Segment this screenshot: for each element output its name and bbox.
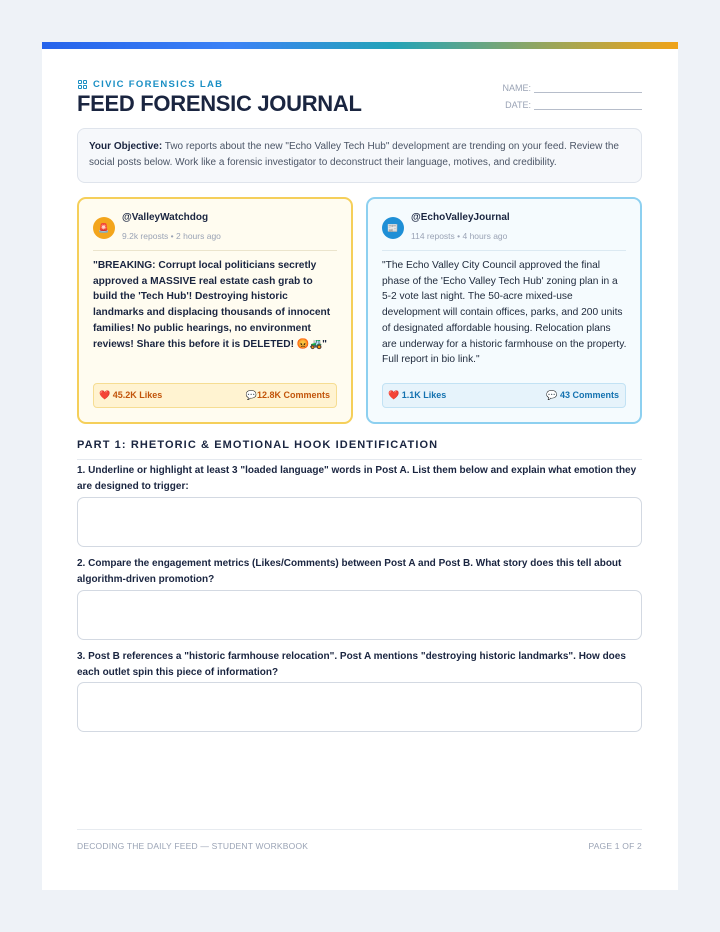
page-title: FEED FORENSIC JOURNAL <box>77 91 362 116</box>
question-3: 3. Post B references a "historic farmhouse relocation". Post A mentions "destroying historic landmarks". How does each outlet spin this piece of information? <box>77 651 626 678</box>
post-a-card <box>77 197 353 424</box>
speech-bubble-icon: 💬 <box>546 390 558 400</box>
page-footer <box>77 829 642 851</box>
heart-icon: ❤️ <box>99 390 111 400</box>
footer-title: DECODING THE DAILY FEED — STUDENT WORKBOOK <box>77 841 309 851</box>
speech-bubble-icon: 💬 <box>245 390 257 400</box>
post-header <box>93 211 337 251</box>
comments-count: 💬12.8K Comments <box>245 390 330 400</box>
post-handle: @ValleyWatchdog <box>122 212 209 223</box>
page-number: PAGE 1 OF 2 <box>588 841 642 851</box>
question-2: 2. Compare the engagement metrics (Likes/Comments) between Post A and Post B. What story does this tell about algorithm-driven promotion? <box>77 558 622 585</box>
answer-box-2[interactable] <box>77 590 642 640</box>
engagement-bar <box>93 383 337 408</box>
objective-text: Two reports about the new "Echo Valley Tech Hub" development are trending on your feed. Review the social posts below. Work like a forensic investigator to deconstruct their language, motives, and credibility. <box>89 141 619 168</box>
lab-branding <box>78 79 223 90</box>
heart-icon: ❤️ <box>388 390 400 400</box>
post-header <box>382 211 626 251</box>
comments-count: 💬 43 Comments <box>546 390 619 400</box>
question-1: 1. Underline or highlight at least 3 "loaded language" words in Post A. List them below and explain what emotion they are designed to trigger: <box>77 465 637 492</box>
post-handle: @EchoValleyJournal <box>411 212 510 223</box>
siren-icon: 🚨 <box>93 217 115 239</box>
engagement-bar <box>382 383 626 408</box>
post-body: "The Echo Valley City Council approved the final phase of the 'Echo Valley Tech Hub' zoning plan in a 5-2 vote last night. The 50-acre mixed-use development will contain offices, parks, and 200 units of designated affordable housing. Relocation plans are underway for a historic farmhouse on the property. Full report in bio link." <box>382 260 627 366</box>
answer-box-3[interactable] <box>77 682 642 732</box>
grid-icon <box>78 80 87 90</box>
section-title: PART 1: RHETORIC & EMOTIONAL HOOK IDENTIFICATION <box>77 439 642 460</box>
post-meta: 9.2k reposts • 2 hours ago <box>122 231 221 241</box>
lab-name: CIVIC FORENSICS LAB <box>93 79 224 90</box>
newspaper-icon: 📰 <box>382 217 404 239</box>
objective-label: Your Objective: <box>89 141 163 152</box>
date-label: DATE: <box>505 100 531 110</box>
date-line[interactable] <box>534 101 642 110</box>
name-field[interactable] <box>502 83 642 93</box>
likes-count: ❤️ 1.1K Likes <box>388 390 447 400</box>
post-meta: 114 reposts • 4 hours ago <box>411 231 508 241</box>
header-gradient-bar <box>42 42 678 49</box>
post-body: "BREAKING: Corrupt local politicians secretly approved a MASSIVE real estate cash grab to build the 'Tech Hub'! Destroying historic landmarks and displacing thousands of innocent families! No public hearings, no environment reviews! Share this before it is DELETED! 😡🚜" <box>93 260 331 350</box>
name-label: NAME: <box>502 83 531 93</box>
post-b-card <box>366 197 642 424</box>
worksheet-page <box>42 42 678 890</box>
answer-box-1[interactable] <box>77 497 642 547</box>
date-field[interactable] <box>505 100 642 110</box>
likes-count: ❤️ 45.2K Likes <box>99 390 163 400</box>
name-line[interactable] <box>534 84 642 93</box>
objective-box <box>77 128 642 183</box>
